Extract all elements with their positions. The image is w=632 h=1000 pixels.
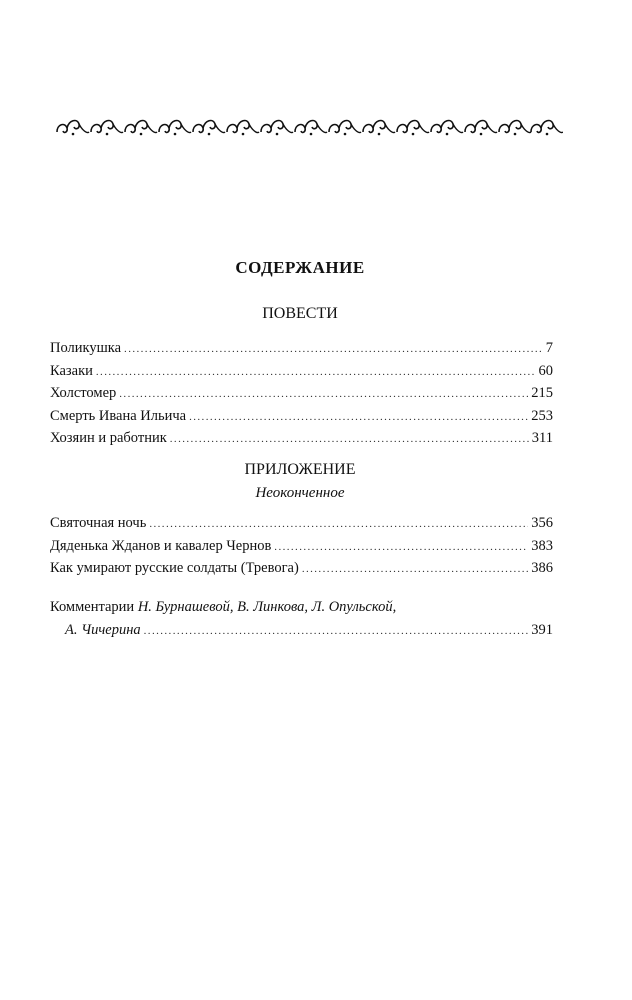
comments-line-2 xyxy=(50,619,553,643)
dot-leader xyxy=(149,513,528,536)
dot-leader xyxy=(302,558,528,581)
toc-entry-title: Дяденька Жданов и кавалер Чернов xyxy=(50,537,272,554)
dot-leader xyxy=(96,361,536,384)
toc-entry-page: 386 xyxy=(531,560,553,576)
comments-prefix: Комментарии xyxy=(50,599,138,615)
comments-authors-line-1: Н. Бурнашевой, В. Линкова, Л. Опульской, xyxy=(137,599,397,615)
decorative-border-ornament xyxy=(55,110,563,140)
subsection-heading-neokonchennoe: Неоконченное xyxy=(255,485,345,501)
dot-leader xyxy=(124,338,543,361)
toc-entry[interactable] xyxy=(50,427,553,450)
toc-entry-page: 7 xyxy=(545,340,553,356)
toc-entry-page: 311 xyxy=(531,430,553,446)
toc-list-povesti xyxy=(50,337,553,450)
toc-entry[interactable] xyxy=(50,557,553,580)
toc-entry-title: Смерть Ивана Ильича xyxy=(50,407,187,424)
toc-entry[interactable] xyxy=(50,405,553,428)
ornament-motifs xyxy=(57,121,563,136)
toc-entry[interactable] xyxy=(50,535,553,558)
comments-line-1 xyxy=(50,596,553,619)
toc-entry-page: 215 xyxy=(531,385,553,401)
toc-entry-page: 356 xyxy=(531,515,553,531)
toc-entry-title: Святочная ночь xyxy=(50,515,147,531)
toc-entry[interactable] xyxy=(50,337,553,360)
dot-leader xyxy=(170,428,529,451)
toc-entry-page: 391 xyxy=(531,621,553,638)
contents-title: СОДЕРЖАНИЕ xyxy=(235,258,365,277)
toc-entry-title: Казаки xyxy=(50,362,93,379)
dot-leader xyxy=(144,620,529,643)
toc-entry-title: Поликушка xyxy=(50,340,122,356)
toc-entry[interactable] xyxy=(50,512,553,535)
dot-leader xyxy=(189,406,528,429)
comments-authors-line-2: А. Чичерина xyxy=(65,621,141,638)
toc-entry[interactable] xyxy=(50,382,553,405)
toc-entry-title: Как умирают русские солдаты (Тревога) xyxy=(50,560,299,576)
toc-entry-page: 253 xyxy=(531,407,553,424)
toc-entry-title: Хозяин и работник xyxy=(50,430,167,446)
toc-entry-page: 383 xyxy=(531,537,553,554)
toc-entry-page: 60 xyxy=(538,362,553,379)
dot-leader xyxy=(119,383,528,406)
section-heading-prilozhenie: ПРИЛОЖЕНИЕ xyxy=(244,461,356,478)
toc-entry-comments[interactable] xyxy=(50,596,553,642)
toc-list-prilozhenie xyxy=(50,512,553,580)
toc-entry-title: Холстомер xyxy=(50,385,117,401)
dot-leader xyxy=(274,536,528,559)
section-heading-povesti: ПОВЕСТИ xyxy=(262,305,338,322)
toc-entry[interactable] xyxy=(50,360,553,383)
